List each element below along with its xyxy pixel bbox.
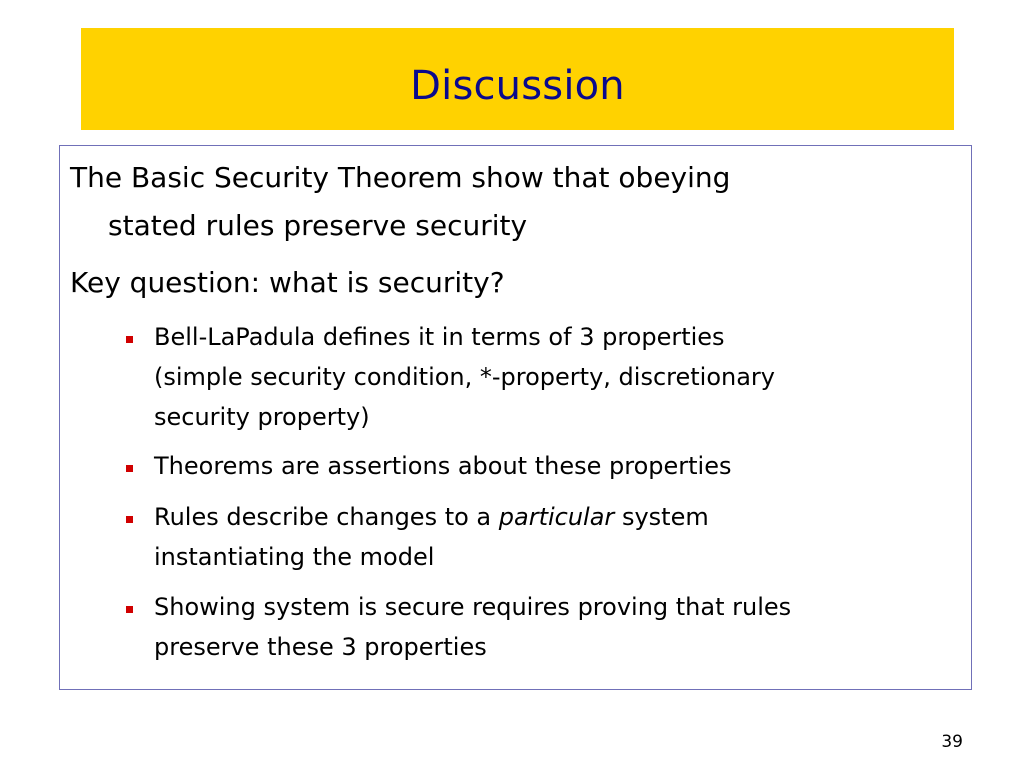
bullet-square-icon xyxy=(126,465,133,472)
bullet-1-line-2: (simple security condition, *-property, discretionary xyxy=(154,363,775,391)
bullet-square-icon xyxy=(126,606,133,613)
bullet-4-line-1: Showing system is secure requires proving that rules xyxy=(154,593,792,621)
bullet-2-line-1: Theorems are assertions about these properties xyxy=(154,452,732,480)
paragraph-1-line-2: stated rules preserve security xyxy=(108,209,528,242)
bullet-1-line-1: Bell-LaPadula defines it in terms of 3 properties xyxy=(154,323,725,351)
title-band xyxy=(81,28,954,130)
paragraph-2-line-1: Key question: what is security? xyxy=(70,266,505,299)
bullet-4-line-2: preserve these 3 properties xyxy=(154,633,487,661)
bullet-square-icon xyxy=(126,336,133,343)
bullet-3-line-1-post: system xyxy=(614,503,709,531)
content-box xyxy=(59,145,972,690)
slide-title: Discussion xyxy=(410,63,625,109)
bullet-1-line-3: security property) xyxy=(154,403,370,431)
paragraph-1-line-1: The Basic Security Theorem show that obeying xyxy=(70,161,731,194)
bullet-3-line-1-pre: Rules describe changes to a xyxy=(154,503,499,531)
bullet-3-line-1 xyxy=(154,497,709,537)
bullet-square-icon xyxy=(126,516,133,523)
bullet-3-line-2: instantiating the model xyxy=(154,543,435,571)
page-number: 39 xyxy=(941,732,963,752)
bullet-3-emphasis: particular xyxy=(498,503,615,531)
